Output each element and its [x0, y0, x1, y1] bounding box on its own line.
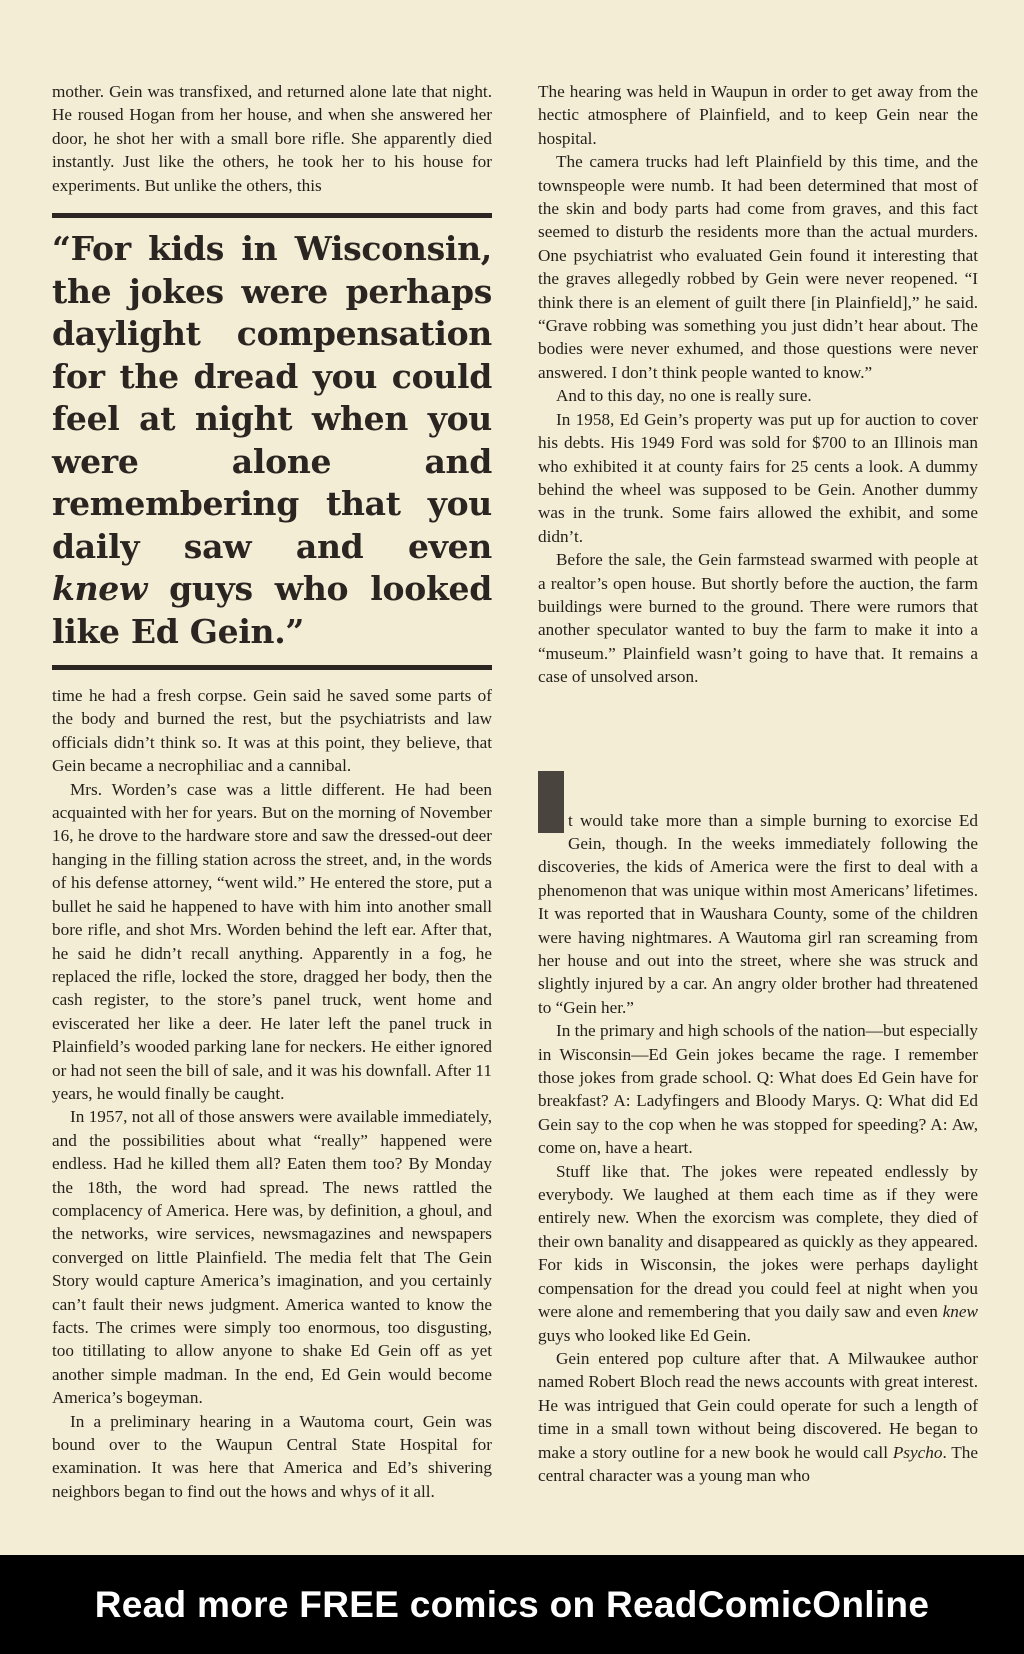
right-column	[538, 80, 978, 1487]
right-paragraph-8	[538, 1160, 978, 1347]
left-paragraph-4: In 1957, not all of those answers were available immediately, and the possibilities about what “really” happened were endless. Had he killed them all? Eaten them too? By Monday the 18th, the word had spread. The news rattled the complacency of America. Here was, by definition, a ghoul, and the networks, wire services, newsmagazines and newspapers converged on little Plainfield. The media felt that The Gein Story would capture America’s imagination, and you certainly can’t fault their news judgment. America wanted to know the facts. The crimes were simply too enormous, too disgusting, too titillating to allow anyone to shake Ed Gein off as yet another simple madman. In the end, Ed Gein would become America’s bogeyman.	[52, 1107, 492, 1408]
dropcap-block	[538, 771, 564, 833]
pull-quote-part-2: guys who looked like Ed Gein.”	[52, 569, 492, 651]
left-column	[52, 80, 492, 1503]
pull-quote-text	[52, 228, 492, 653]
right-paragraph-9-part-2: . The central character was a young man who	[538, 1442, 978, 1485]
right-paragraph-5: Before the sale, the Gein farmstead swarmed with people at a realtor’s open house. But shortly before the auction, the farm buildings were burned to the ground. There were rumors that another speculator wanted to buy the farm to make it into a “museum.” Plainfield wasn’t going to have that. It remains a case of unsolved arson.	[538, 550, 978, 687]
left-paragraph-2: time he had a fresh corpse. Gein said he saved some parts of the body and burned the rest, but the psychiatrists and law officials didn’t think so. It was at this point, they believe, that Gein became a necrophiliac and a cannibal.	[52, 686, 492, 776]
right-paragraph-9-emphasis: Psycho	[892, 1442, 943, 1462]
right-paragraph-8-emphasis: knew	[942, 1302, 978, 1322]
left-paragraph-3: Mrs. Worden’s case was a little different. He had been acquainted with her for years. But on the morning of November 16, he drove to the hardware store and saw the dressed-out deer hanging in the filling station across the street, and, in the words of his defense attorney, “went wild.” He entered the store, put a bullet he said he happened to have with him into another small bore rifle, and shot Mrs. Worden behind the left ear. After that, he said he didn’t recall anything. Apparently in a fog, he replaced the rifle, locked the store, dragged her body, then the cash register, to the store’s panel truck, went home and eviscerated her like a deer. He later left the panel truck in Plainfield’s wooded parking lane for neckers. He either ignored or had not seen the bill of sale, and it was his downfall. After 11 years, he would finally be caught.	[52, 779, 492, 1103]
left-paragraph-1: mother. Gein was transfixed, and returned alone late that night. He roused Hogan from her house, and when she answered her door, he shot her with a small bore rifle. She apparently died instantly. Just like the others, he took her to his house for experiments. But unlike the others, this	[52, 82, 492, 195]
pull-quote-part-1: “For kids in Wisconsin, the jokes were perhaps daylight compensation for the dread you could feel at night when you were alone and remembering that you daily saw and even	[52, 229, 492, 566]
right-paragraph-1: The hearing was held in Waupun in order to get away from the hectic atmosphere of Plainfield, and to keep Gein near the hospital.	[538, 82, 978, 148]
right-paragraph-6: t would take more than a simple burning to exorcise Ed Gein, though. In the weeks immediately following the discoveries, the kids of America were the first to deal with a phenomenon that was unique within most Americans’ lifetimes. It was reported that in Waushara County, some of the children were having nightmares. A Wautoma girl ran screaming from her house and out into the street, where she was struck and slightly injured by a car. An angry older brother had threatened to “Gein her.”	[538, 810, 978, 1017]
right-paragraph-2: The camera trucks had left Plainfield by this time, and the townspeople were numb. It had been determined that most of the skin and body parts had come from graves, and this fact seemed to disturb the residents more than the actual murders. One psychiatrist who evaluated Gein found it interesting that the graves allegedly robbed by Gein were never reopened. “I think there is an element of guilt there [in Plainfield],” he said. “Grave robbing was something you just didn’t hear about. The bodies were never exhumed, and those questions were never answered. I don’t think people wanted to know.”	[538, 152, 978, 382]
promo-banner-text[interactable]: Read more FREE comics on ReadComicOnline	[94, 1583, 930, 1625]
left-paragraph-5: In a preliminary hearing in a Wautoma court, Gein was bound over to the Waupun Central State Hospital for examination. It was here that America and Ed’s shivering neighbors began to find out the hows and whys of it all.	[52, 1411, 492, 1501]
right-paragraph-8-part-2: guys who looked like Ed Gein.	[538, 1325, 751, 1345]
right-paragraph-9-part-1: Gein entered pop culture after that. A Milwaukee author named Robert Bloch read the news accounts with great interest. He was intrigued that Gein could operate for such a length of time in a small town without being discovered. He began to make a story outline for a new book he would call	[538, 1348, 978, 1462]
right-paragraph-3: And to this day, no one is really sure.	[556, 386, 812, 406]
right-paragraph-8-part-1: Stuff like that. The jokes were repeated endlessly by everybody. We laughed at them each time as if they were entirely new. When the exorcism was complete, they died of their own banality and disappeared as quickly as they appeared. For kids in Wisconsin, the jokes were perhaps daylight compensation for the dread you could feel at night when you were alone and remembering that you daily saw and even	[538, 1161, 978, 1322]
right-paragraph-9	[538, 1347, 978, 1487]
pull-quote	[52, 213, 492, 670]
promo-banner[interactable]	[0, 1555, 1024, 1654]
right-paragraph-7: In the primary and high schools of the nation—but especially in Wisconsin—Ed Gein jokes became the rage. I remember those jokes from grade school. Q: What does Ed Gein have for breakfast? A: Ladyfingers and Bloody Marys. Q: What did Ed Gein say to the cop when he was stopped for speeding? A: Aw, come on, have a heart.	[538, 1021, 978, 1158]
right-paragraph-4: In 1958, Ed Gein’s property was put up for auction to cover his debts. His 1949 Ford was sold for $700 to an Illinois man who exhibited it at county fairs for 25 cents a look. A dummy behind the wheel was supposed to be Gein. Another dummy was in the trunk. Some fairs allowed the exhibit, and some didn’t.	[538, 409, 978, 546]
section-break	[538, 689, 978, 769]
pull-quote-emphasis: knew	[52, 569, 148, 609]
dropcap-paragraph	[538, 769, 978, 1020]
